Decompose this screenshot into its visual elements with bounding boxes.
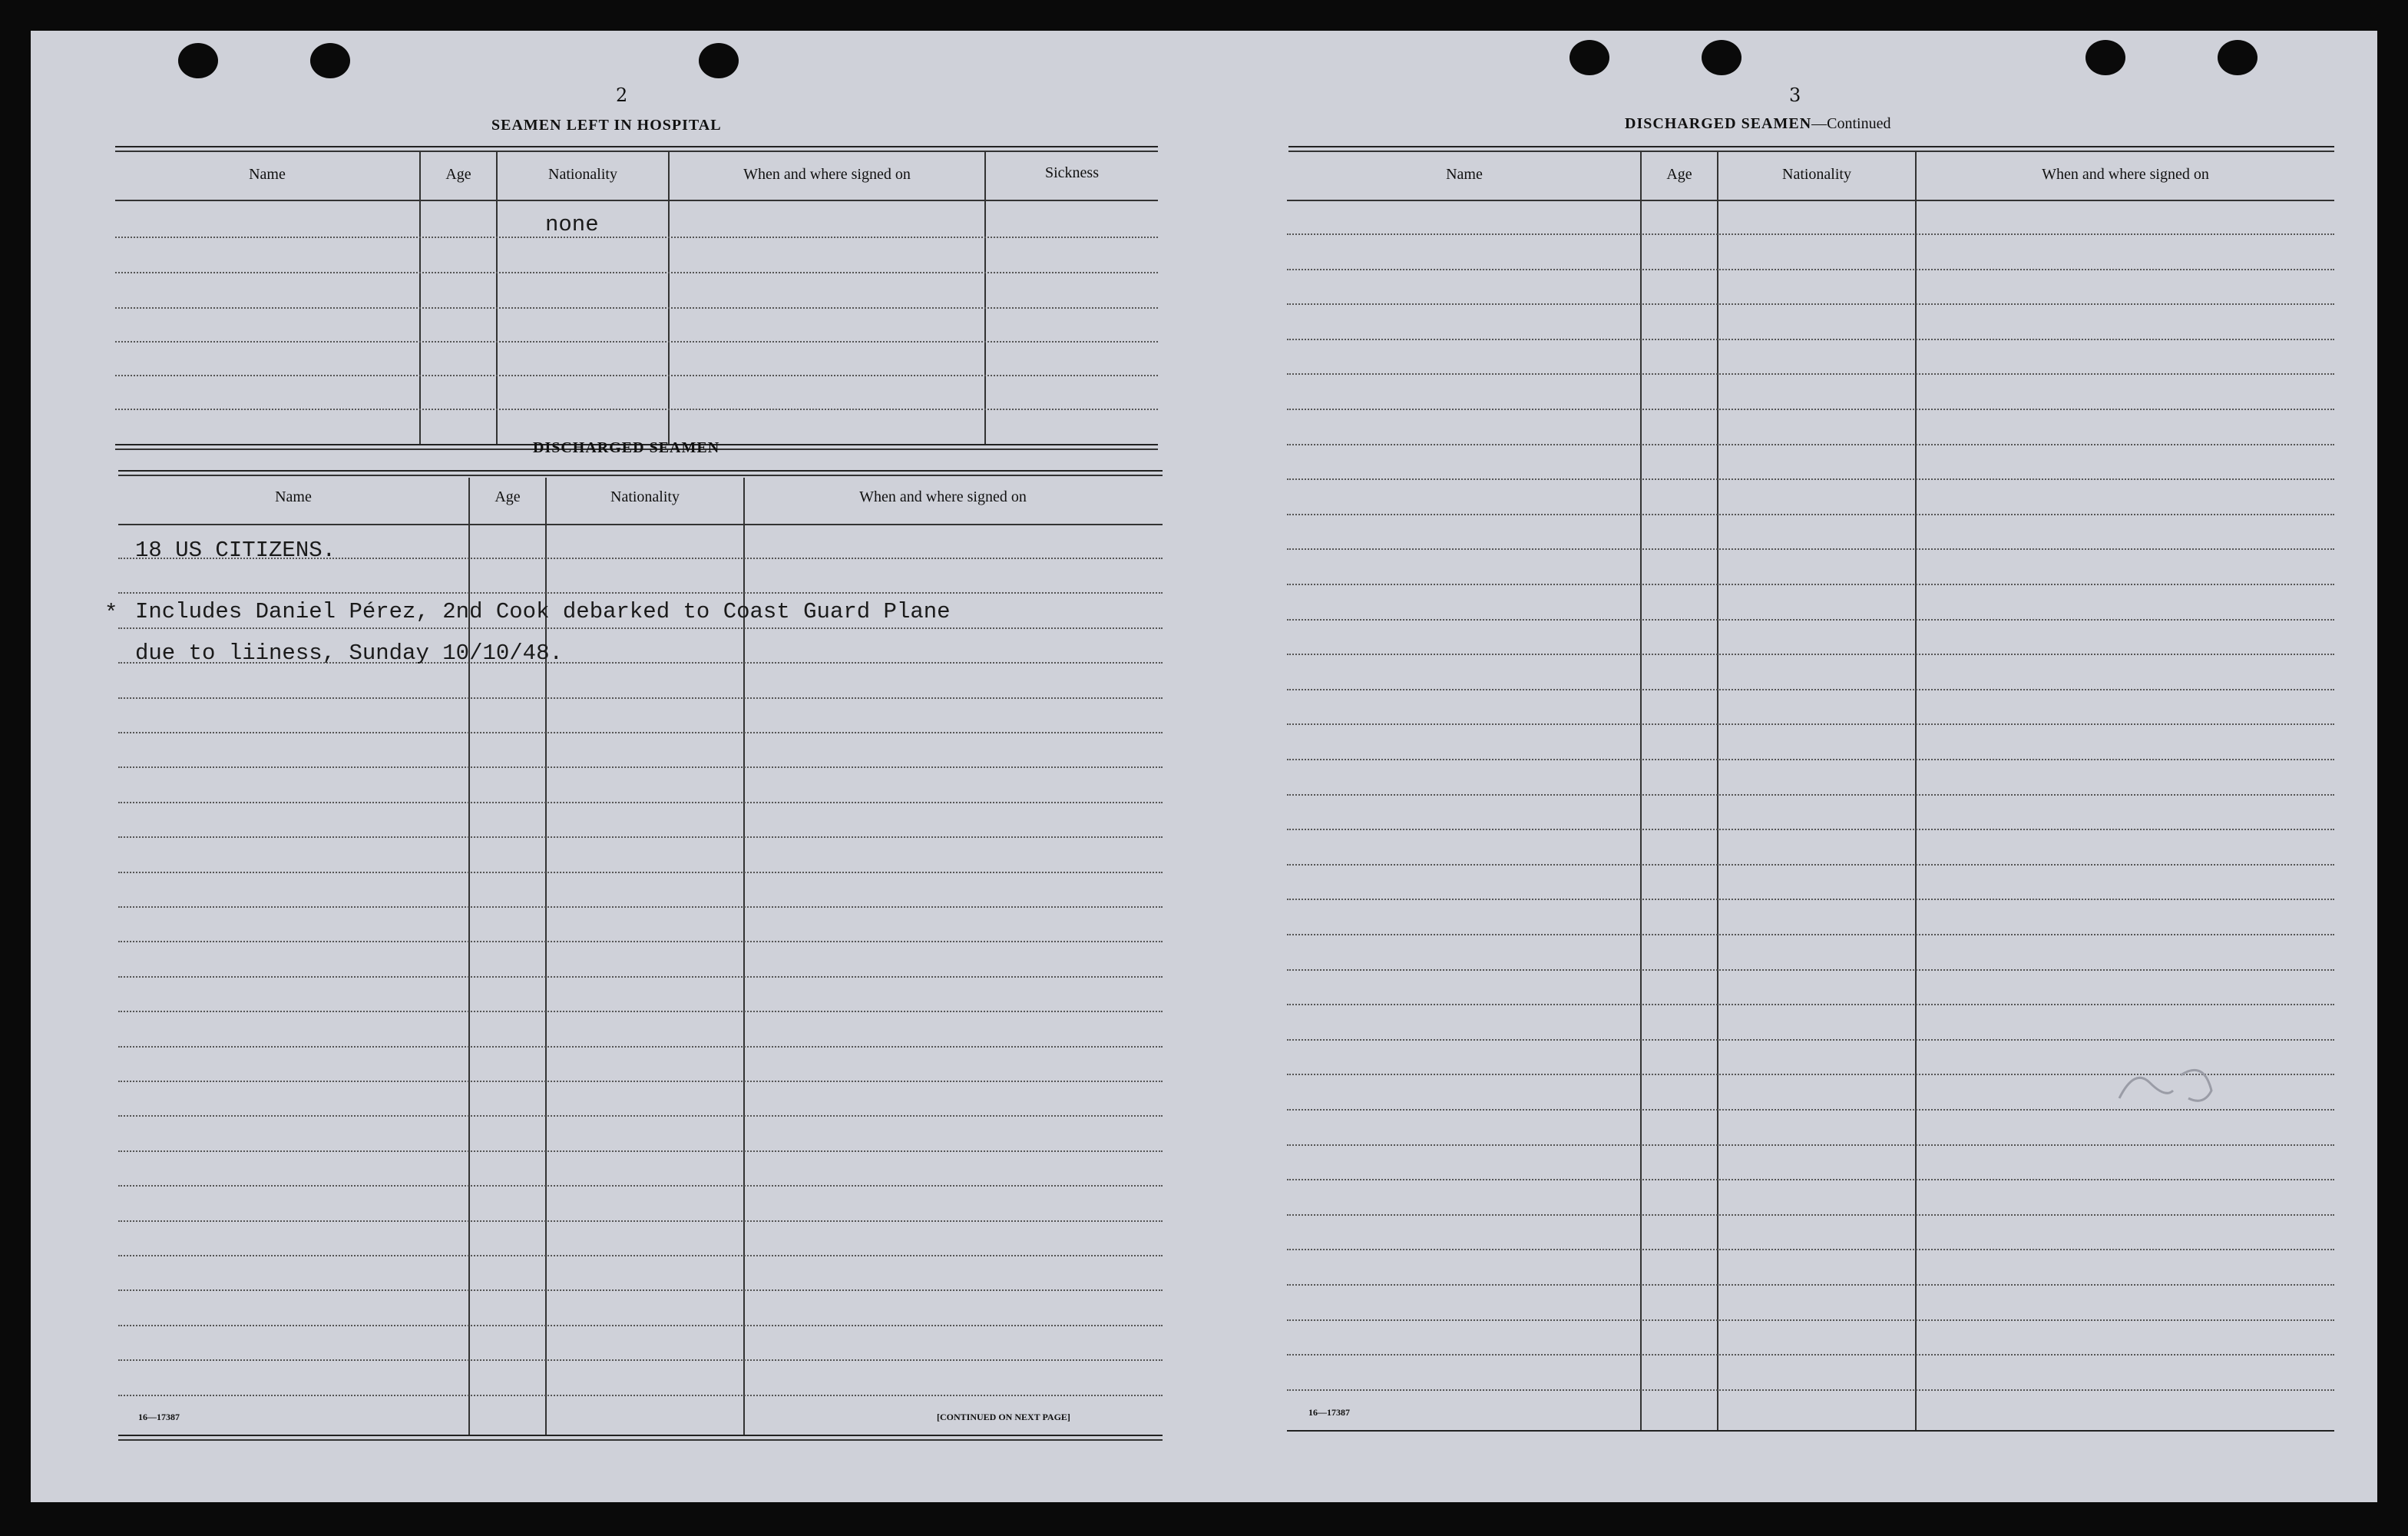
form-number-left: 16—17387 — [138, 1412, 180, 1422]
entry-line — [1287, 969, 2334, 971]
table-top-rule — [118, 470, 1163, 472]
column-divider — [668, 152, 670, 445]
entry-line — [1287, 1319, 2334, 1321]
entry-line — [1287, 794, 2334, 796]
form-number-right: 16—17387 — [1308, 1407, 1350, 1418]
table-bottom-rule — [118, 1439, 1163, 1441]
entry-line — [118, 592, 1163, 594]
entry-line — [118, 697, 1163, 699]
table-bottom-rule — [1287, 1430, 2334, 1432]
entry-line — [1287, 269, 2334, 270]
entry-line — [1287, 1389, 2334, 1391]
entry-line — [118, 1289, 1163, 1291]
entry-line — [1287, 723, 2334, 725]
column-header-age: Age — [445, 166, 471, 183]
continued-note: [CONTINUED ON NEXT PAGE] — [937, 1412, 1070, 1422]
entry-line — [1287, 654, 2334, 655]
column-header-nationality: Nationality — [610, 488, 680, 505]
entry-line — [115, 409, 1158, 410]
column-header-age: Age — [495, 488, 521, 505]
entry-line — [118, 802, 1163, 803]
entry-line — [118, 766, 1163, 768]
discharged-entry-line-2: Includes Daniel Pérez, 2nd Cook debarked to Coast Guard Plane — [135, 599, 951, 624]
entry-line — [1287, 478, 2334, 480]
table-top-rule — [1288, 151, 2334, 152]
column-header-nationality: Nationality — [548, 166, 617, 183]
entry-line — [1287, 759, 2334, 760]
punch-hole — [1702, 40, 1742, 75]
entry-line — [118, 1081, 1163, 1082]
discharged-entry-line-1: 18 US CITIZENS. — [135, 538, 336, 563]
entry-line — [1287, 1354, 2334, 1356]
header-rule — [115, 200, 1158, 201]
column-header-sickness: Sickness — [1045, 164, 1099, 181]
punch-hole — [310, 43, 350, 78]
entry-line — [1287, 829, 2334, 830]
entry-line — [1287, 339, 2334, 340]
pencil-scribble — [2104, 1052, 2227, 1121]
entry-line — [118, 906, 1163, 908]
section-title-continued — [1625, 115, 1891, 133]
column-divider — [984, 152, 986, 445]
table-top-rule — [115, 151, 1158, 152]
entry-line — [1287, 1039, 2334, 1041]
entry-line — [115, 272, 1158, 273]
column-header-signed-on: When and where signed on — [859, 488, 1027, 505]
punch-hole — [2218, 40, 2258, 75]
title-bold: DISCHARGED SEAMEN — [1625, 115, 1812, 132]
column-divider — [419, 152, 421, 445]
entry-line — [118, 941, 1163, 942]
column-divider — [1640, 152, 1642, 1432]
entry-line — [118, 1185, 1163, 1187]
entry-line — [118, 627, 1163, 629]
entry-line — [1287, 899, 2334, 900]
entry-line — [1287, 864, 2334, 866]
column-header-signed-on: When and where signed on — [2042, 166, 2209, 183]
entry-line — [1287, 373, 2334, 375]
column-divider — [496, 152, 498, 445]
discharged-entry-line-3: due to liiness, Sunday 10/10/48. — [135, 641, 563, 666]
table-top-rule — [115, 146, 1158, 147]
page-number-right: 3 — [1789, 84, 1801, 106]
entry-line — [118, 1359, 1163, 1361]
section-title-discharged: DISCHARGED SEAMEN — [533, 439, 720, 456]
entry-line — [1287, 1004, 2334, 1005]
entry-line — [1287, 514, 2334, 515]
entry-line — [118, 732, 1163, 733]
entry-line — [1287, 689, 2334, 690]
header-rule — [1287, 200, 2334, 201]
title-continued: —Continued — [1811, 115, 1891, 132]
entry-line — [118, 836, 1163, 838]
entry-line — [118, 1115, 1163, 1117]
entry-line — [1287, 584, 2334, 585]
column-header-age: Age — [1666, 166, 1692, 183]
entry-line — [115, 375, 1158, 376]
table-bottom-rule — [118, 1435, 1163, 1436]
entry-line — [1287, 1179, 2334, 1180]
entry-line — [118, 1011, 1163, 1012]
column-header-signed-on: When and where signed on — [743, 166, 911, 183]
entry-line — [118, 1255, 1163, 1256]
entry-line — [1287, 1249, 2334, 1250]
punch-hole — [1570, 40, 1609, 75]
entry-line — [118, 872, 1163, 873]
column-header-nationality: Nationality — [1782, 166, 1851, 183]
entry-line — [1287, 1214, 2334, 1216]
entry-line — [1287, 1284, 2334, 1286]
document-sheet — [31, 31, 2377, 1502]
entry-line — [118, 1220, 1163, 1222]
table-top-rule — [1288, 146, 2334, 147]
column-header-name: Name — [275, 488, 312, 505]
entry-line — [118, 1150, 1163, 1152]
punch-hole — [2086, 40, 2125, 75]
column-header-name: Name — [249, 166, 286, 183]
entry-line — [115, 307, 1158, 309]
asterisk-mark: * — [104, 601, 118, 626]
entry-line — [115, 341, 1158, 343]
entry-line — [1287, 409, 2334, 410]
column-divider — [1717, 152, 1718, 1432]
entry-line — [1287, 548, 2334, 550]
column-header-name: Name — [1446, 166, 1483, 183]
hospital-entry-nationality: none — [545, 212, 599, 237]
table-top-rule — [118, 475, 1163, 476]
entry-line — [118, 1046, 1163, 1048]
header-rule — [118, 524, 1163, 525]
punch-hole — [178, 43, 218, 78]
entry-line — [1287, 1144, 2334, 1146]
entry-line — [1287, 934, 2334, 935]
page-number-left: 2 — [616, 84, 628, 106]
entry-line — [115, 237, 1158, 238]
entry-line — [118, 1395, 1163, 1396]
section-title-hospital: SEAMEN LEFT IN HOSPITAL — [491, 117, 722, 134]
entry-line — [118, 1325, 1163, 1326]
entry-line — [1287, 444, 2334, 445]
entry-line — [1287, 619, 2334, 621]
punch-hole — [699, 43, 739, 78]
entry-line — [118, 976, 1163, 978]
column-divider — [1915, 152, 1917, 1432]
entry-line — [1287, 303, 2334, 305]
entry-line — [1287, 233, 2334, 235]
